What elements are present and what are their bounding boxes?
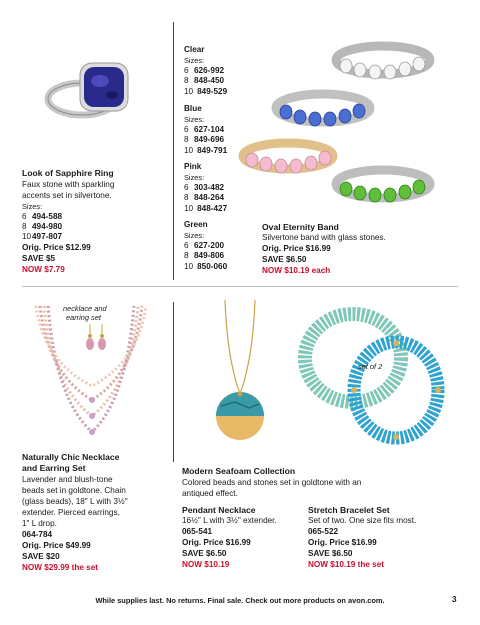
necklace-desc-4: extender. Pierced earrings,	[22, 508, 120, 517]
bracelet-set-image	[298, 298, 448, 448]
ring-save: SAVE $5	[22, 254, 56, 263]
size-row	[184, 183, 227, 194]
size-row	[184, 241, 227, 252]
pendant-orig-price: Orig. Price $16.99	[182, 538, 251, 547]
size-row	[184, 204, 227, 215]
size-number: 10	[184, 203, 194, 213]
necklace-earring-image	[30, 304, 160, 444]
bracelet-code: 065-522	[308, 527, 339, 536]
seafoam-desc-1: Colored beads and stones set in goldtone with an	[182, 478, 362, 487]
size-row	[184, 262, 227, 273]
item-code: 850-060	[197, 261, 228, 271]
item-code: 848-427	[197, 203, 228, 213]
necklace-code: 064-784	[22, 530, 53, 539]
pink-band	[243, 143, 333, 173]
size-number: 10	[22, 232, 32, 241]
size-number: 6	[184, 240, 189, 250]
variant-clear	[184, 45, 227, 97]
top-vertical-divider	[173, 22, 174, 280]
size-number: 10	[184, 261, 194, 271]
bracelet-orig-price: Orig. Price $16.99	[308, 538, 377, 547]
variant-blue	[184, 104, 227, 156]
sapphire-ring-image	[40, 55, 140, 125]
necklace-title-2: and Earring Set	[22, 463, 86, 473]
clear-band	[336, 46, 430, 79]
size-row	[184, 193, 227, 204]
size-row	[184, 135, 227, 146]
item-code: 494-980	[32, 222, 63, 231]
size-number: 6	[184, 124, 189, 134]
size-number: 6	[184, 65, 189, 75]
item-code: 494-588	[32, 212, 63, 221]
eternity-band-images	[238, 38, 438, 208]
size-row	[184, 125, 227, 136]
sizes-label: Sizes:	[184, 55, 205, 65]
size-number: 8	[184, 193, 189, 203]
necklace-desc-5: 1" L drop.	[22, 519, 57, 528]
item-code: 849-791	[197, 145, 228, 155]
ring-sizes-label: Sizes:	[22, 202, 43, 211]
variant-pink	[184, 162, 227, 214]
size-row	[184, 76, 227, 87]
necklace-save: SAVE $20	[22, 552, 60, 561]
eternity-title: Oval Eternity Band	[262, 222, 339, 232]
ring-size-row	[22, 212, 62, 223]
bracelet-title: Stretch Bracelet Set	[308, 505, 390, 515]
item-code: 627-200	[194, 240, 225, 250]
item-code: 497-807	[32, 232, 63, 241]
pendant-save: SAVE $6.50	[182, 549, 227, 558]
eternity-orig-price: Orig. Price $16.99	[262, 244, 331, 253]
bracelet-callout: set of 2	[358, 362, 383, 371]
bracelet-desc: Set of two. One size fits most.	[308, 516, 417, 525]
variant-name: Green	[184, 220, 208, 229]
necklace-callout-1: necklace and	[63, 304, 107, 313]
item-code: 848-264	[194, 193, 225, 203]
size-number: 8	[184, 251, 189, 261]
size-number: 8	[184, 135, 189, 145]
seafoam-desc-2: antiqued effect.	[182, 489, 238, 498]
item-code: 849-529	[197, 86, 228, 96]
sizes-label: Sizes:	[184, 230, 205, 240]
pendant-necklace-image	[205, 298, 275, 448]
bracelet-now-price: NOW $10.19 the set	[308, 560, 384, 569]
ring-desc-1: Faux stone with sparkling	[22, 180, 115, 189]
seafoam-title: Modern Seafoam Collection	[182, 466, 296, 476]
necklace-orig-price: Orig. Price $49.99	[22, 541, 91, 550]
blue-band	[276, 94, 370, 126]
variant-name: Clear	[184, 45, 205, 54]
item-code: 848-450	[194, 76, 225, 86]
necklace-desc-2: beads set in goldtone. Chain	[22, 486, 126, 495]
ring-now-price: NOW $7.79	[22, 265, 65, 274]
ring-size-row	[22, 232, 62, 243]
bottom-vertical-divider	[173, 302, 174, 462]
sizes-label: Sizes:	[184, 172, 205, 182]
necklace-callout-2: earring set	[66, 313, 101, 322]
ring-orig-price: Orig. Price $12.99	[22, 243, 91, 252]
necklace-desc-3: (glass beads), 18" L with 3½"	[22, 497, 128, 506]
eternity-save: SAVE $6.50	[262, 255, 307, 264]
bracelet-save: SAVE $6.50	[308, 549, 353, 558]
eternity-desc: Silvertone band with glass stones.	[262, 233, 386, 242]
item-code: 303-482	[194, 182, 225, 192]
footer-note: While supplies last. No returns. Final sale. Check out more products on avon.com.	[95, 596, 385, 605]
variant-green	[184, 220, 227, 272]
size-number: 8	[22, 222, 27, 231]
item-code: 627-104	[194, 124, 225, 134]
necklace-desc-1: Lavender and blush-tone	[22, 475, 113, 484]
size-row	[184, 251, 227, 262]
size-number: 6	[22, 212, 27, 221]
sizes-label: Sizes:	[184, 114, 205, 124]
size-row	[184, 87, 227, 98]
ring-title: Look of Sapphire Ring	[22, 168, 114, 178]
item-code: 626-992	[194, 65, 225, 75]
item-code: 849-806	[194, 251, 225, 261]
size-row	[184, 146, 227, 157]
pendant-code: 065-541	[182, 527, 213, 536]
variant-name: Pink	[184, 162, 202, 171]
necklace-title-1: Naturally Chic Necklace	[22, 452, 120, 462]
size-number: 10	[184, 145, 194, 155]
section-divider	[22, 286, 458, 287]
item-code: 849-696	[194, 135, 225, 145]
pendant-desc: 16½" L with 3½" extender.	[182, 516, 277, 525]
size-number: 10	[184, 86, 194, 96]
pendant-title: Pendant Necklace	[182, 505, 256, 515]
green-band	[336, 170, 430, 202]
ring-desc-2: accents set in silvertone.	[22, 191, 112, 200]
variant-name: Blue	[184, 104, 202, 113]
page-number: 3	[452, 595, 457, 604]
eternity-now-price: NOW $10.19 each	[262, 266, 331, 275]
size-number: 6	[184, 182, 189, 192]
size-number: 8	[184, 76, 189, 86]
necklace-now-price: NOW $29.99 the set	[22, 563, 98, 572]
pendant-now-price: NOW $10.19	[182, 560, 230, 569]
size-row	[184, 66, 227, 77]
ring-size-row	[22, 222, 62, 233]
